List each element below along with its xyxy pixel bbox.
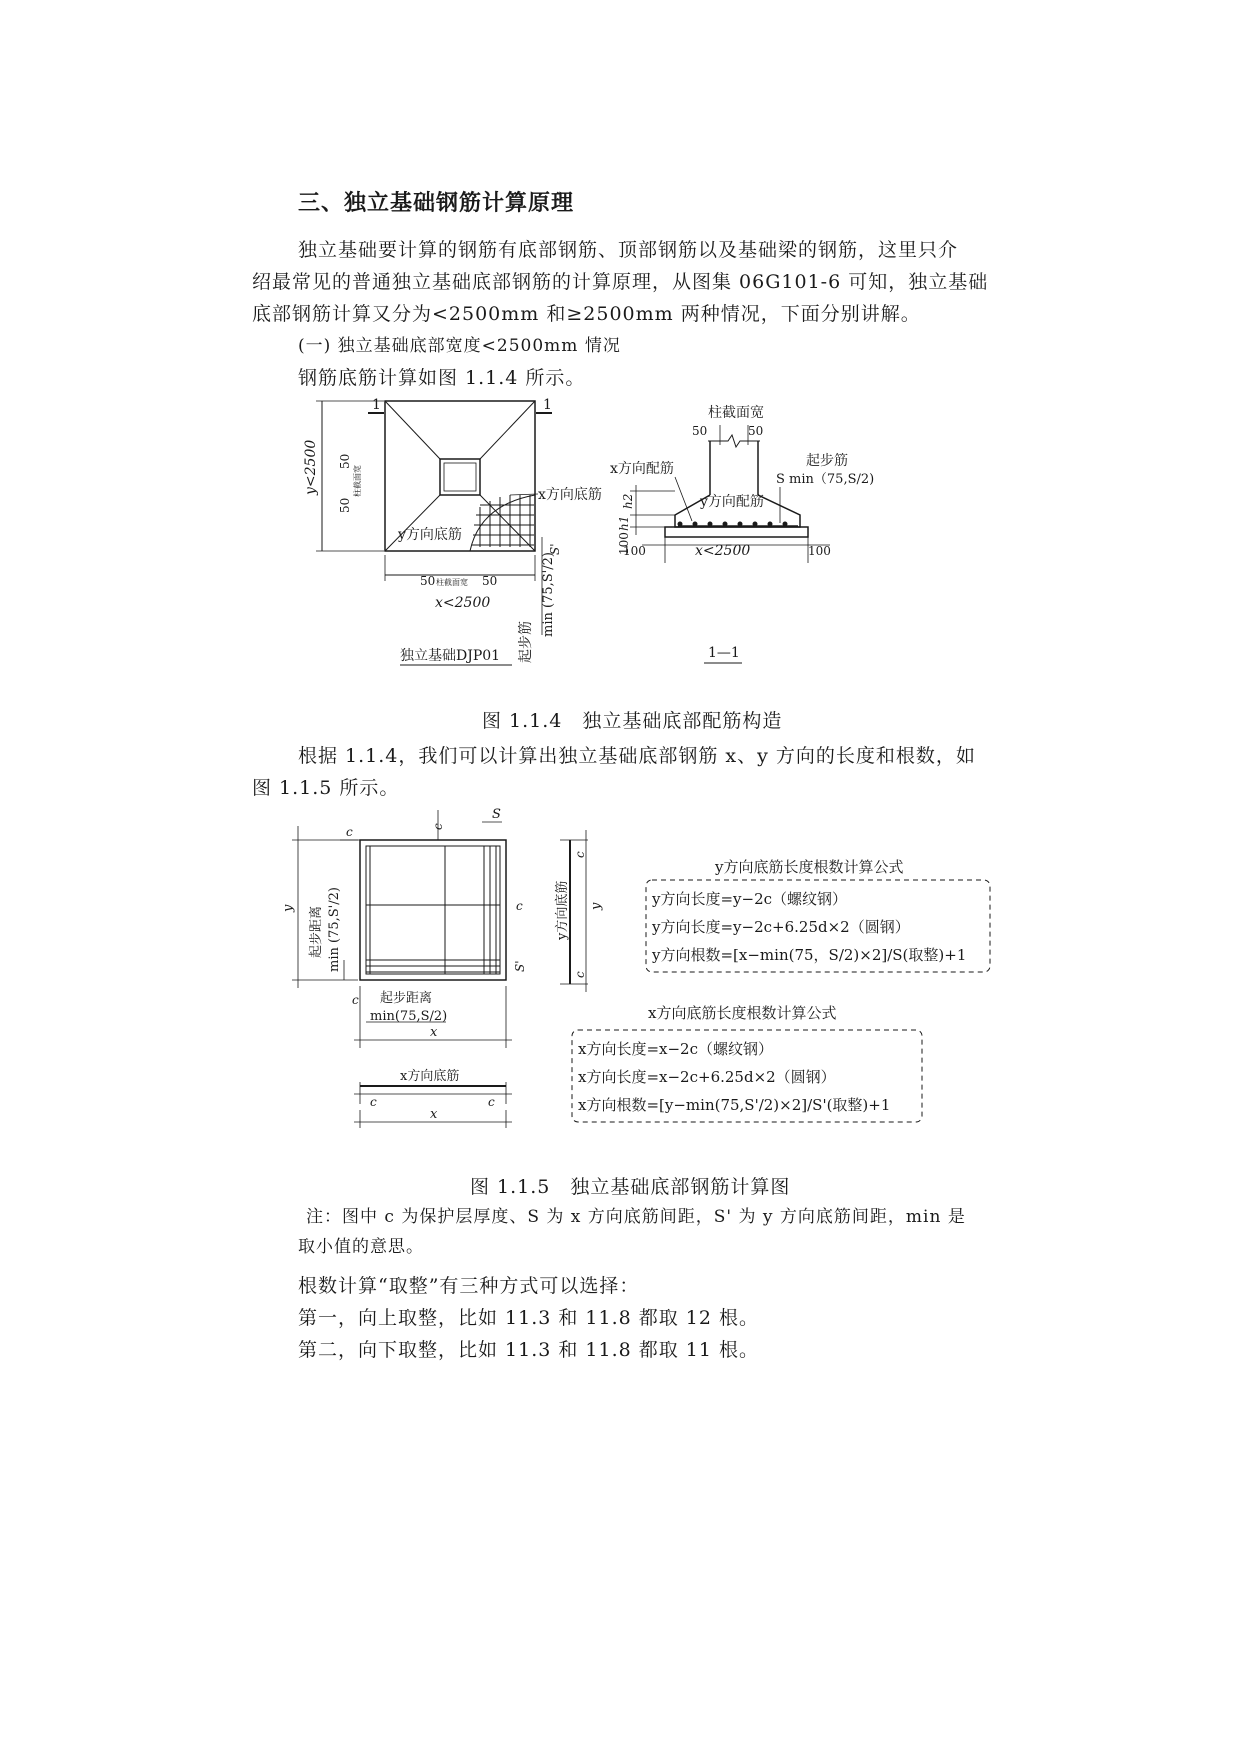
section-view <box>610 404 874 663</box>
section-mark-left: 1 <box>372 397 381 413</box>
fig5-y-formula-3: y方向根数=[x−min(75，S/2)×2]/S(取整)+1 <box>652 946 967 964</box>
fig5-start-dist-y: 起步距离 <box>309 905 324 958</box>
sec-x-bar-label: x方向配筋 <box>610 461 674 477</box>
fig5-y-formula-1: y方向长度=y−2c（螺纹钢） <box>652 890 848 908</box>
intro-line-1: 独立基础要计算的钢筋有底部钢筋、顶部钢筋以及基础梁的钢筋，这里只介 <box>298 239 959 261</box>
fig5-y-bar-dim: y <box>589 902 604 910</box>
fig5-c-ybar-top: c <box>573 851 587 858</box>
fig5-s-prime: S' <box>513 960 527 972</box>
fig5-c-xbar-left: c <box>370 1095 377 1109</box>
fig4-col-width-y: 柱截面宽 <box>353 465 362 497</box>
figure-1-1-5 <box>270 800 1010 1160</box>
fig5-x-formula-3: x方向根数=[y−min(75,S'/2)×2]/S'(取整)+1 <box>578 1096 891 1114</box>
sec-hundred-left: 100 <box>623 544 646 558</box>
fig5-start-min-y: min (75,S'/2) <box>327 887 342 972</box>
rounding-line-3: 第二，向下取整，比如 11.3 和 11.8 都取 11 根。 <box>298 1339 760 1361</box>
fig5-y-bar-label: y方向底筋 <box>555 880 570 940</box>
sec-y-bar-label: y方向配筋 <box>700 494 764 510</box>
fig4-x-dim: x<2500 <box>435 595 491 611</box>
fig5-x-bar-label: x方向底筋 <box>400 1069 460 1084</box>
rebar-grid <box>470 495 535 551</box>
fig4-fifty-x1: 50 <box>420 574 436 588</box>
sec-fifty-1: 50 <box>692 424 708 438</box>
fig5-x-formula-title: x方向底筋长度根数计算公式 <box>648 1004 837 1022</box>
section-mark-right: 1 <box>543 397 552 413</box>
fig5-x-formula-1: x方向长度=x−2c（螺纹钢） <box>578 1040 774 1058</box>
fig4-col-width-x: 柱截面宽 <box>436 578 468 587</box>
sec-title: 1—1 <box>708 645 740 661</box>
fig4-intro: 钢筋底筋计算如图 1.1.4 所示。 <box>298 367 586 389</box>
after-fig4-line-1: 根据 1.1.4，我们可以计算出独立基础底部钢筋 x、y 方向的长度和根数，如 <box>298 745 976 767</box>
after-fig4-line-2: 图 1.1.5 所示。 <box>252 777 400 799</box>
fig5-c-xbar-right: c <box>488 1095 495 1109</box>
fig5-start-dist-x: 起步距离 <box>380 991 433 1006</box>
fig4-start-label: 起步筋 <box>518 621 534 663</box>
fig4-y-dim: y<2500 <box>303 439 319 495</box>
fig4-plan-title: 独立基础DJP01 <box>400 648 501 664</box>
intro-line-2: 绍最常见的普通独立基础底部钢筋的计算原理，从图集 06G101-6 可知，独立基础 <box>252 271 989 293</box>
sec-hundred-v: 100 <box>617 532 631 555</box>
sec-smin-label: S min（75,S/2) <box>776 472 875 487</box>
figure-1-1-4 <box>280 395 1000 685</box>
sec-x-dim: x<2500 <box>695 543 751 559</box>
fig5-y-formula-2: y方向长度=y−2c+6.25d×2（圆钢） <box>652 918 910 936</box>
section-heading: 三、独立基础钢筋计算原理 <box>298 191 575 216</box>
fig5-c-bl: c <box>352 993 359 1007</box>
fig5-y-formula-title: y方向底筋长度根数计算公式 <box>715 858 904 876</box>
fig5-y-main: y <box>281 904 296 912</box>
sec-start-label: 起步筋 <box>806 453 848 469</box>
fig5-s-top: S <box>492 807 501 822</box>
note-line-1: 注：图中 c 为保护层厚度、S 为 x 方向底筋间距，S' 为 y 方向底筋间距，min 是 <box>306 1207 966 1227</box>
fig5-c-right: c <box>516 899 523 913</box>
fig4-fifty-x2: 50 <box>482 574 498 588</box>
fig4-caption: 图 1.1.4 独立基础底部配筋构造 <box>482 710 783 732</box>
fig5-c-ybar-bottom: c <box>573 971 587 978</box>
fig5-start-min-x: min(75,S/2) <box>370 1009 448 1024</box>
fig5-x-bar-dim: x <box>430 1107 438 1122</box>
subheading: (一) 独立基础底部宽度<2500mm 情况 <box>298 336 621 356</box>
sec-fifty-2: 50 <box>748 424 764 438</box>
fig5-c-top: c <box>431 823 445 830</box>
fig5-caption: 图 1.1.5 独立基础底部钢筋计算图 <box>470 1176 791 1198</box>
sec-h1: h1 <box>617 515 631 531</box>
fig5-c-tl: c <box>346 825 353 839</box>
fig4-start-min: min (75,S'/2) <box>541 552 556 637</box>
fig5-x-formula-2: x方向长度=x−2c+6.25d×2（圆钢） <box>578 1068 836 1086</box>
sec-hundred-right: 100 <box>808 544 831 558</box>
fig4-y-bar-label: y方向底筋 <box>398 527 462 543</box>
fig4-fifty-y1: 50 <box>338 453 352 469</box>
column-outline <box>440 459 480 495</box>
rounding-line-2: 第一，向上取整，比如 11.3 和 11.8 都取 12 根。 <box>298 1307 760 1329</box>
fig4-x-bar-label: x方向底筋 <box>538 487 602 503</box>
fig5-x-main: x <box>430 1025 438 1040</box>
intro-line-3: 底部钢筋计算又分为<2500mm 和≥2500mm 两种情况，下面分别讲解。 <box>252 303 921 325</box>
rounding-line-1: 根数计算“取整”有三种方式可以选择： <box>298 1275 640 1297</box>
note-line-2: 取小值的意思。 <box>298 1237 424 1257</box>
sec-h2: h2 <box>621 493 635 509</box>
fig4-s-prime: S' <box>548 543 562 555</box>
sec-col-label: 柱截面宽 <box>708 405 764 421</box>
fig4-fifty-y2: 50 <box>338 497 352 513</box>
